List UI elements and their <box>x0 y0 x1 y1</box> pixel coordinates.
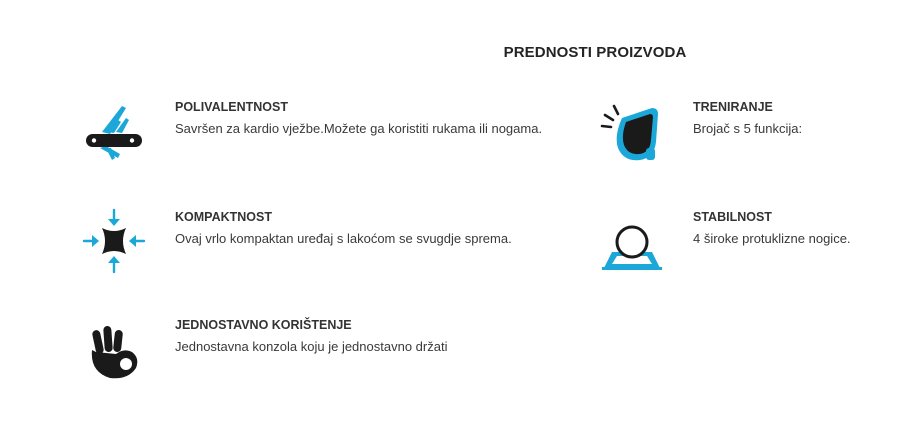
stable-base-icon <box>600 206 664 276</box>
whistle-icon <box>600 96 664 166</box>
feature-polivalentnost <box>82 96 543 166</box>
feature-kompaktnost <box>82 206 512 276</box>
feature-description: Ovaj vrlo kompaktan uređaj s lakoćom se svugdje sprema. <box>175 231 512 246</box>
feature-stabilnost <box>600 206 910 276</box>
feature-treniranje <box>600 96 910 166</box>
feature-description: Brojač s 5 funkcija: <box>693 121 803 136</box>
feature-jednostavno-koristenje <box>82 314 512 384</box>
feature-heading: JEDNOSTAVNO KORIŠTENJE <box>175 318 352 332</box>
multitool-knife-icon <box>82 96 146 166</box>
section-title: PREDNOSTI PROIZVODA <box>503 44 687 61</box>
feature-description: Jednostavna konzola koju je jednostavno držati <box>175 339 448 354</box>
compress-arrows-icon <box>82 206 146 276</box>
feature-description: Savršen za kardio vježbe.Možete ga koristiti rukama ili nogama. <box>175 121 543 136</box>
feature-heading: KOMPAKTNOST <box>175 210 272 224</box>
feature-heading: POLIVALENTNOST <box>175 100 288 114</box>
feature-heading: STABILNOST <box>693 210 772 224</box>
feature-heading: TRENIRANJE <box>693 100 773 114</box>
ok-hand-icon <box>82 314 146 384</box>
feature-description: 4 široke protuklizne nogice. <box>693 231 851 246</box>
